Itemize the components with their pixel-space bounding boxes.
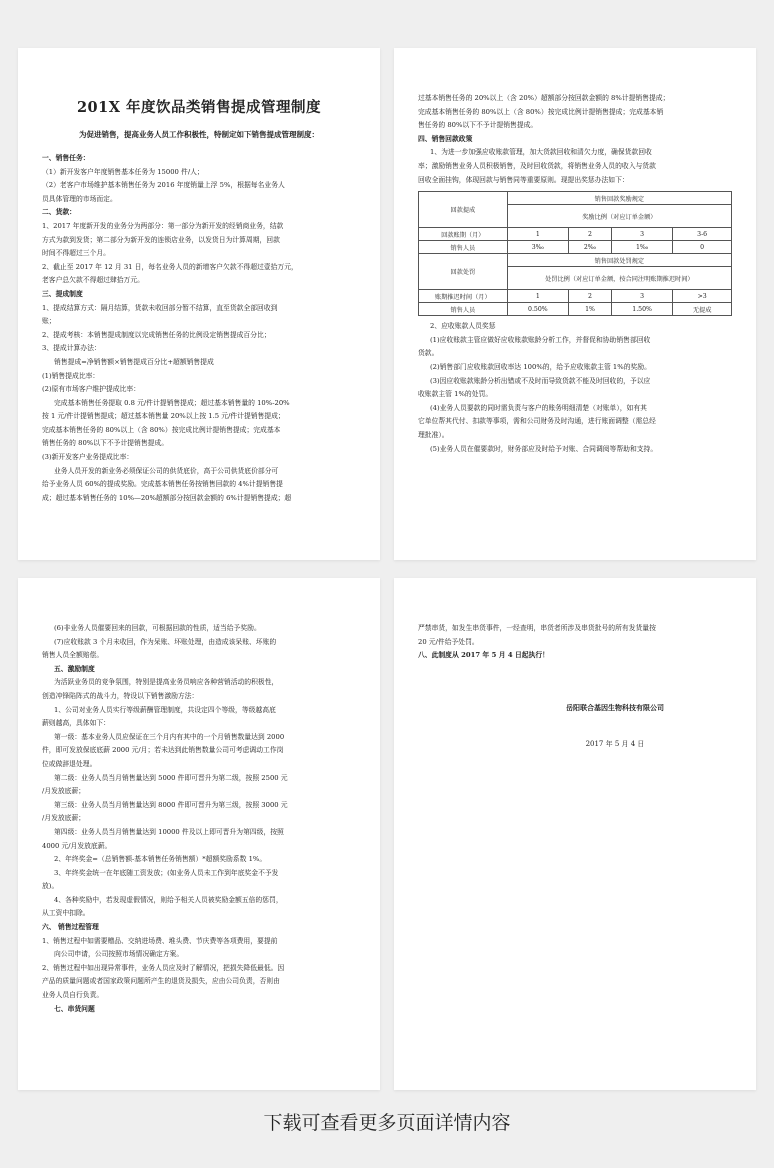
text-line: 放)。 — [42, 882, 59, 891]
text-line: 过基本销售任务的 20%以上（含 20%）超额部分按回款金额的 8%计提销售提成； — [418, 94, 670, 102]
text-line: 时间不得超过三个月。 — [42, 249, 110, 258]
text-line: 率；激励销售业务人员积极销售，及时回收货款，将销售业务人员的收入与货款 — [418, 161, 656, 170]
text-line: 销售提成=净销售额×销售提成百分比+超额销售提成 — [54, 357, 214, 366]
document-page-1 — [18, 48, 380, 560]
text-line: 回收全面挂钩，体现回款与销售同等重要原则。现提出奖惩办法如下： — [418, 175, 629, 184]
page-4-body — [418, 622, 732, 663]
text-line: 第四级：业务人员当月销售量达到 10000 件及以上即可晋升为第四级，按照 — [54, 827, 284, 836]
table-cell: 3 — [611, 290, 672, 303]
text-line: 4000 元/月发放底薪。 — [42, 841, 112, 850]
text-line: 4、各种奖励中，若发现虚假情况，则给予相关人员被奖励金额五倍的惩罚， — [54, 895, 283, 904]
text-line: (4)业务人员要款的同时需负责与客户的账务明细清楚（对账单），如有其 — [430, 403, 647, 412]
table-subheader: 奖励比例（对应订单金额） — [507, 205, 731, 228]
text-line: (2)原有市场客户维护提成比率： — [42, 385, 140, 394]
section-heading: 四、销售回款政策 — [418, 134, 473, 143]
text-line: 2、销售过程中如出现异常事件，业务人员应及时了解情况，把损失降低最低。因 — [42, 963, 285, 972]
text-line: 2、提成考核：本销售提成制度以完成销售任务的比例设定销售提成百分比； — [42, 330, 271, 339]
table-cell: 2 — [569, 228, 612, 241]
text-line: 1、销售过程中如需要赠品、交纳进场费、堆头费、节庆费等各项费用，要提前 — [42, 936, 278, 945]
text-line: 完成基本销售任务的 80%以上（含 80%）按完成比例计提销售提成；完成基本销 — [418, 107, 664, 116]
text-line: 2、年终奖金=（总销售额-基本销售任务销售额）*超额奖励系数 1%。 — [54, 855, 267, 864]
table-cell: 3-6 — [673, 228, 732, 241]
document-page-2 — [394, 48, 756, 560]
table-cell: 2‰ — [569, 241, 612, 254]
table-row — [419, 241, 732, 254]
text-line: 理批准）。 — [418, 430, 449, 439]
table-row — [419, 228, 732, 241]
text-line: /月发放底薪； — [42, 787, 86, 796]
text-line: (3)新开发客户业务提成比率： — [42, 453, 134, 462]
text-line: 成；超过基本销售任务的 10%—20%超额部分按回款金额的 6%计提销售提成；超 — [42, 493, 292, 502]
text-line: (7)应收账款 3 个月未收回，作为呆账、坏账处理，由造成该呆账、坏账的 — [54, 637, 277, 646]
text-line: 完成基本销售任务提取 0.8 元/件计提销售提成；超过基本销售量的 10%-20% — [54, 398, 290, 407]
text-line: 3、年终奖金统一在年底随工资发放；(如业务人员未工作到年底奖金不予发 — [54, 868, 279, 877]
table-cell: >3 — [673, 290, 732, 303]
table-cell: 回款账期（月） — [419, 228, 508, 241]
text-line: 按 1 元/件计提销售提成；超过基本销售量 20%以上按 1.5 元/件计提销售提成； — [42, 412, 285, 421]
text-line: 老客户总欠款不得超过肆拾万元。 — [42, 276, 144, 285]
table-header: 销售回款处罚规定 — [507, 254, 731, 267]
text-line: /月发放底薪； — [42, 814, 86, 823]
text-line: 第一级：基本业务人员应保证在三个月内有其中的一个月销售数量达到 2000 — [54, 732, 285, 741]
table-cell: 无提成 — [673, 303, 732, 316]
table-row-label: 回款提成 — [419, 192, 508, 228]
document-title: 201X 年度饮品类销售提成管理制度 — [76, 99, 322, 116]
section-heading: 二、货款： — [42, 208, 76, 217]
company-signature: 岳阳联合基因生物科技有限公司 — [566, 702, 664, 712]
table-cell: 0 — [673, 241, 732, 254]
text-line: 薪则越高，具体如下： — [42, 719, 110, 728]
section-heading: 一、销售任务： — [42, 154, 90, 162]
table-cell: 1 — [507, 290, 568, 303]
table-row — [419, 303, 732, 316]
text-line: 1、提成结算方式：隔月结算，货款未收回部分暂不结算，直至货款全部回收到 — [42, 303, 278, 312]
text-line: 给予业务人员 60%的提成奖励。完成基本销售任务按销售回款的 4%计提销售提 — [42, 480, 283, 489]
table-cell: 账期推迟时间（月） — [419, 290, 508, 303]
text-line: 2、应收账款人员奖惩 — [430, 322, 496, 331]
table-cell: 3 — [611, 228, 672, 241]
text-line: 货款。 — [418, 349, 439, 358]
text-line: 第二级：业务人员当月销售量达到 5000 件即可晋升为第二级，按照 2500 元 — [54, 773, 288, 782]
text-line: 向公司申请，公司按照市场情况确定方案。 — [54, 950, 184, 959]
document-page-4 — [394, 578, 756, 1090]
text-line: (5)业务人员在催要款时，财务部应及时给予对账、合同调阅等帮助和支持。 — [430, 444, 658, 453]
page-2-body-bottom — [418, 320, 732, 456]
section-heading: 六、 销售过程管理 — [42, 923, 99, 932]
section-heading: 八、此制度从 2017 年 5 月 4 日起执行！ — [418, 651, 549, 660]
table-cell: 1.50% — [611, 303, 672, 316]
document-subtitle: 为促进销售，提高业务人员工作积极性，特制定如下销售提成管理制度： — [79, 130, 319, 139]
table-cell: 0.50% — [507, 303, 568, 316]
text-line: 20 元/件给予处罚。 — [418, 637, 479, 646]
text-line: (1)销售提成比率： — [42, 371, 100, 380]
text-line: 第三级：业务人员当月销售量达到 8000 件即可晋升为第三级，按照 3000 元 — [54, 800, 288, 809]
text-line: 严禁串货，如发生串货事件，一经查明，串货者所涉及串货批号的所有发货量按 — [418, 624, 656, 632]
text-line: 2、截止至 2017 年 12 月 31 日，每名业务人员的新增客户欠款不得超过壹拾万元， — [42, 262, 298, 271]
page-1-body — [42, 152, 356, 505]
text-line: 件，即可发放保底底薪 2000 元/月；若未达到此销售数量公司可考虑调动工作岗 — [42, 746, 284, 755]
table-cell: 1‰ — [611, 241, 672, 254]
text-line: 位或做辞退处理。 — [42, 759, 97, 768]
section-heading: 五、激励制度 — [54, 664, 95, 673]
text-line: 收账款主管 1%的处罚。 — [418, 390, 493, 399]
page-3-body — [42, 622, 356, 1016]
text-line: 销售任务的 80%以下不予计提销售提成。 — [42, 439, 169, 448]
text-line: (1)应收账款主管应做好应收账款账龄分析工作，并督促和协助销售部回收 — [430, 335, 651, 344]
text-line: 业务人员自行负责。 — [42, 991, 104, 1000]
section-heading: 七、串货问题 — [54, 1004, 95, 1013]
table-subheader: 处罚比例（对应订单金额，按合同注明账期推迟时间） — [507, 267, 731, 290]
table-header: 销售回款奖励规定 — [507, 192, 731, 205]
text-line: 创造冲锋陷阵式的战斗力，特设以下销售激励方法： — [42, 691, 199, 700]
text-line: 账； — [42, 317, 56, 326]
text-line: 1、公司对业务人员实行等级薪酬管理制度，共设定四个等级，等级越高底 — [54, 705, 276, 714]
table-cell: 销售人员 — [419, 303, 508, 316]
text-line: 方式为款到发货；第二部分为新开发的连锁店业务，以发货日为计算周期，回款 — [42, 235, 280, 244]
table-cell: 2 — [569, 290, 612, 303]
text-line: 完成基本销售任务的 80%以上（含 80%）按完成比例计提销售提成；完成基本 — [42, 425, 281, 434]
text-line: 从工资中扣除。 — [42, 909, 90, 918]
text-line: 员具体管理的市场而定。 — [42, 194, 117, 203]
page-2-body-top — [418, 92, 732, 187]
table-cell: 1 — [507, 228, 568, 241]
section-heading: 三、提成制度 — [42, 289, 83, 298]
signature-date: 2017 年 5 月 4 日 — [585, 739, 645, 748]
table-cell: 销售人员 — [419, 241, 508, 254]
table-row — [419, 290, 732, 303]
text-line: 1、为进一步加强应收账款管理，加大货款回收和清欠力度，确保货款回收 — [430, 148, 652, 157]
text-line: （1）新开发客户年度销售基本任务为 15000 件/人； — [42, 167, 204, 176]
table-cell: 1% — [569, 303, 612, 316]
text-line: （2）老客户市场维护基本销售任务为 2016 年度销量上浮 5%，根据每名业务人 — [42, 181, 285, 190]
table-cell: 3‰ — [507, 241, 568, 254]
text-line: (2)销售部门应收账款回收率达 100%的，给予应收账款主管 1%的奖励。 — [430, 362, 651, 371]
text-line: 它单位帮其代付、扣款等事项，需和公司财务及时沟通，进行账面调整（需总经 — [418, 417, 656, 426]
text-line: 销售人员全额赔偿。 — [42, 651, 104, 660]
text-line: 1、2017 年度新开发的业务分为两部分：第一部分为新开发的经销商业务，结款 — [42, 221, 284, 230]
text-line: (3)因应收账款账龄分析出错或不及时而导致货款不能及时回收的，予以应 — [430, 376, 651, 385]
text-line: (6)非业务人员催要回来的回款，可根据回款的性质，适当给予奖励。 — [54, 624, 261, 632]
text-line: 业务人员开发的新业务必须保证公司的供货底价，高于公司供货底价部分可 — [54, 466, 279, 475]
text-line: 3、提成计算办法： — [42, 344, 101, 353]
text-line: 为活跃业务员的竞争氛围，特别是提高业务员响应各种营销活动的积极性， — [54, 678, 279, 687]
table-row-label: 回款处罚 — [419, 254, 508, 290]
text-line: 售任务的 80%以下不予计提销售提成。 — [418, 121, 538, 130]
download-more-caption[interactable]: 下载可查看更多页面详情内容 — [263, 1112, 511, 1134]
text-line: 产品的质量问题或者国家政策问题所产生的退货及损失，应由公司负责，否则由 — [42, 977, 280, 986]
reward-table — [418, 191, 732, 316]
document-page-3 — [18, 578, 380, 1090]
